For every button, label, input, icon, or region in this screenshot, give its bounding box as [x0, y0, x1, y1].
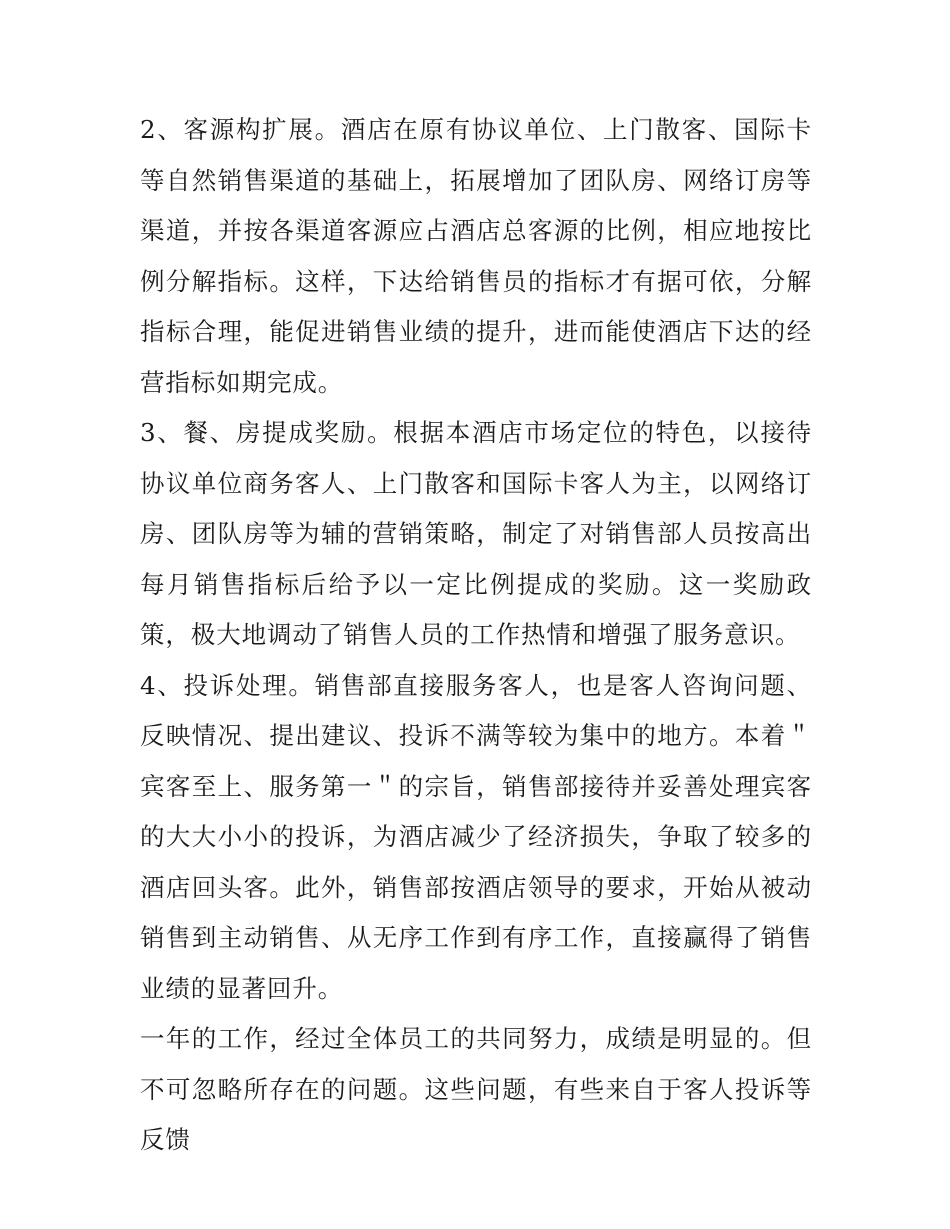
paragraph-commission-reward: 3、餐、房提成奖励。根据本酒店市场定位的特色，以接待协议单位商务客人、上门散客和国际卡客人为主，以网络订房、团队房等为辅的营销策略，制定了对销售部人员按高出每月销售指标后给予以一定比例提成的奖励。这一奖励政策，极大地调动了销售人员的工作热情和增强了服务意识。	[140, 418, 812, 649]
paragraph-customer-source-expansion: 2、客源构扩展。酒店在原有协议单位、上门散客、国际卡等自然销售渠道的基础上，拓展增加了团队房、网络订房等渠道，并按各渠道客源应占酒店总客源的比例，相应地按比例分解指标。这样，下达给销售员的指标才有据可依，分解指标合理，能促进销售业绩的提升，进而能使酒店下达的经营指标如期完成。	[140, 115, 812, 397]
document-body	[140, 105, 812, 1166]
paragraph-annual-summary: 一年的工作，经过全体员工的共同努力，成绩是明显的。但不可忽略所存在的问题。这些问题，有些来自于客人投诉等反馈	[140, 1024, 812, 1154]
paragraph-complaint-handling: 4、投诉处理。销售部直接服务客人，也是客人咨询问题、反映情况、提出建议、投诉不满等较为集中的地方。本着＂宾客至上、服务第一＂的宗旨，销售部接待并妥善处理宾客的大大小小的投诉，为酒店减少了经济损失，争取了较多的酒店回头客。此外，销售部按酒店领导的要求，开始从被动销售到主动销售、从无序工作到有序工作，直接赢得了销售业绩的显著回升。	[140, 670, 812, 1003]
